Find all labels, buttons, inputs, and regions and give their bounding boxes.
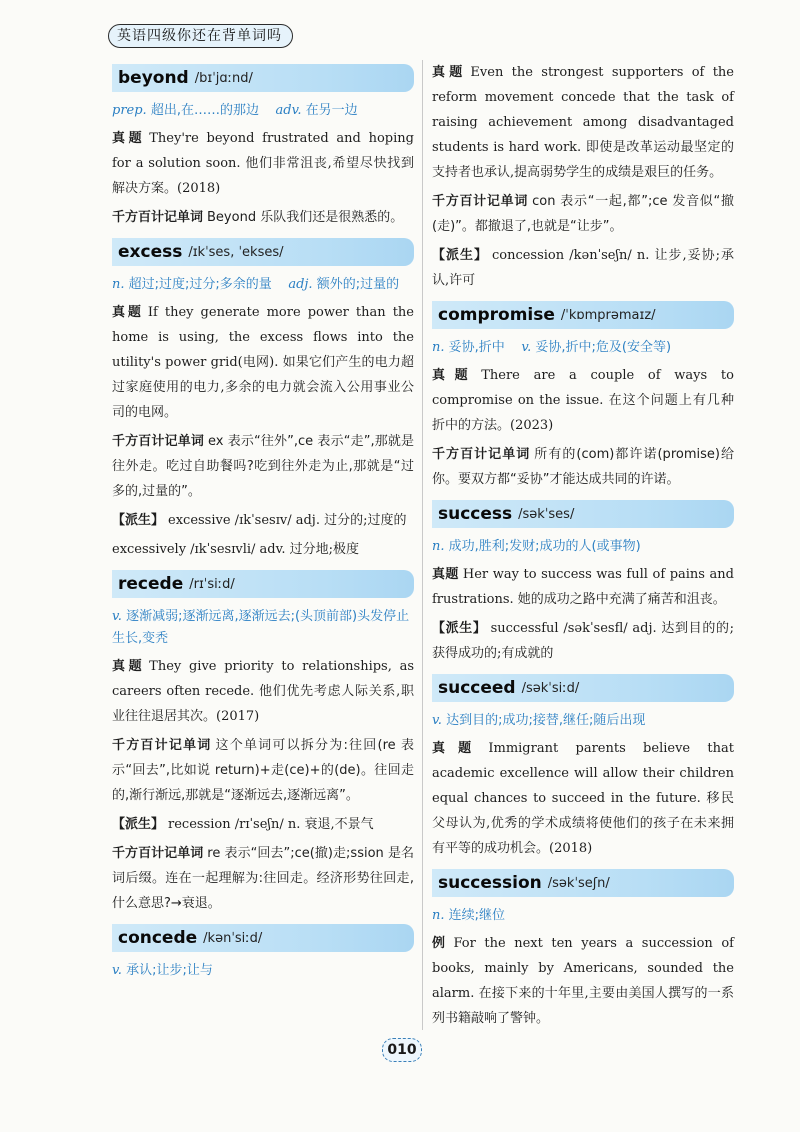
- entry-concede: [112, 924, 414, 982]
- book-title: 英语四级你还在背单词吗: [108, 24, 293, 48]
- phonetic: /bɪˈjɑːnd/: [194, 70, 253, 86]
- exam-sentence: [432, 363, 734, 438]
- exam-text: Her way to success was full of pains and frustrations. 她的成功之路中充满了痛苦和沮丧。: [432, 567, 734, 607]
- mnemonic: [432, 442, 734, 492]
- part-of-speech: v.: [432, 713, 442, 728]
- derived-label: 【派生】: [432, 621, 487, 636]
- headword: compromise: [438, 305, 555, 325]
- exam-label: 真题: [432, 65, 467, 80]
- headword: recede: [118, 574, 184, 594]
- definition: [432, 905, 734, 927]
- part-of-speech: prep.: [112, 103, 147, 118]
- entry-header: [432, 500, 734, 528]
- phonetic: /ˈkɒmprəmaɪz/: [560, 307, 656, 323]
- entry-recede: [112, 570, 414, 916]
- exam-label: 真题: [112, 305, 144, 320]
- entry-succeed: [432, 674, 734, 861]
- exam-text: Immigrant parents believe that academic excellence will allow their children equal chances to succeed in the future. 移民父母认为,优秀的学术成绩将使他们的孩子在未来拥有平等的成功机会。(2018): [432, 741, 734, 856]
- derived: [112, 812, 414, 837]
- phonetic: /səkˈses/: [518, 506, 575, 522]
- part-of-speech: n.: [432, 340, 445, 355]
- column-divider: [422, 60, 423, 1030]
- entry-header: [432, 674, 734, 702]
- mnemonic-text: 所有的(com)都许诺(promise)给你。要双方都“妥协”才能达成共同的许诺。: [432, 447, 734, 487]
- entry-compromise: [432, 301, 734, 492]
- example-sentence: [432, 931, 734, 1031]
- exam-sentence: [112, 126, 414, 201]
- mnemonic: [112, 429, 414, 504]
- mnemonic: [112, 733, 414, 808]
- mnemonic-text: re 表示“回去”;ce(撤)走;ssion 是名词后缀。连在一起理解为:往回走。经济形势往回走,什么意思?→衰退。: [112, 846, 414, 911]
- entry-header: [112, 64, 414, 92]
- exam-sentence: [432, 60, 734, 185]
- exam-sentence: [112, 300, 414, 425]
- definition: [112, 100, 414, 122]
- right-column: [432, 60, 734, 1039]
- entry-success: [432, 500, 734, 666]
- exam-text: There are a couple of ways to compromise on the issue. 在这个问题上有几种折中的方法。(2023): [432, 368, 734, 433]
- entry-excess: [112, 238, 414, 562]
- part-of-speech: v.: [112, 963, 122, 978]
- definition-text: 承认;让步;让与: [126, 963, 213, 978]
- mnemonic-label: 千方百计记单词: [432, 194, 529, 209]
- headword: success: [438, 504, 513, 524]
- exam-text: Even the strongest supporters of the reform movement concede that the task of raising achievement among disadvantaged students is hard work. 即使是改革运动最坚定的支持者也承认,提高弱势学生的成绩是艰巨的任务。: [432, 65, 734, 180]
- definition: [432, 337, 734, 359]
- part-of-speech: v.: [521, 340, 532, 355]
- mnemonic-text: ex 表示“往外”,ce 表示“走”,那就是往外走。吃过自助餐吗?吃到往外走为止,那就是“过多的,过量的”。: [112, 434, 414, 499]
- part-of-speech: v.: [112, 609, 122, 624]
- entry-header: [112, 924, 414, 952]
- mnemonic: [432, 189, 734, 239]
- headword: beyond: [118, 68, 189, 88]
- phonetic: /səkˈseʃn/: [547, 875, 610, 891]
- mnemonic-label: 千方百计记单词: [112, 434, 204, 449]
- derived: [432, 616, 734, 666]
- entry-succession: [432, 869, 734, 1031]
- derived-text: excessively /ɪkˈsesɪvli/ adv. 过分地;极度: [112, 542, 360, 557]
- part-of-speech: adv.: [275, 103, 302, 118]
- entry-header: [112, 238, 414, 266]
- definition-text: 在另一边: [305, 103, 358, 118]
- entry-concede-continued: [432, 60, 734, 293]
- definition-text: 妥协,折中;危及(安全等): [535, 340, 672, 355]
- entry-header: [112, 570, 414, 598]
- definition-text: 超出,在……的那边: [150, 103, 259, 118]
- exam-text: They're beyond frustrated and hoping for a solution soon. 他们非常沮丧,希望尽快找到解决方案。(2018): [112, 131, 414, 196]
- mnemonic: [112, 841, 414, 916]
- exam-text: If they generate more power than the home is using, the excess flows into the utility's power grid(电网). 如果它们产生的电力超过家庭使用的电力,多余的电力就会流入公用事业公司的电网。: [112, 305, 414, 420]
- left-column: [112, 60, 414, 990]
- entry-beyond: [112, 64, 414, 230]
- exam-sentence: [432, 562, 734, 612]
- exam-text: They give priority to relationships, as careers often recede. 他们优先考虑人际关系,职业往往退居其次。(2017): [112, 659, 414, 724]
- derived: [432, 243, 734, 293]
- headword: concede: [118, 928, 198, 948]
- mnemonic-label: 千方百计记单词: [432, 447, 531, 462]
- mnemonic-text: 这个单词可以拆分为:往回(re 表示“回去”,比如说 return)+走(ce)+的(de)。往回走的,渐行渐远,那就是“逐渐远去,逐渐远离”。: [112, 738, 414, 803]
- phonetic: /rɪˈsiːd/: [189, 576, 235, 592]
- exam-sentence: [432, 736, 734, 861]
- definition-text: 连续;继位: [448, 908, 506, 923]
- mnemonic-text: con 表示“一起,都”;ce 发音似“撤(走)”。都撤退了,也就是“让步”。: [432, 194, 734, 234]
- part-of-speech: n.: [432, 908, 445, 923]
- mnemonic-label: 千方百计记单词: [112, 846, 204, 861]
- mnemonic: [112, 205, 414, 230]
- phonetic: /səkˈsiːd/: [521, 680, 580, 696]
- example-label: 例: [432, 936, 450, 951]
- exam-label: 真题: [112, 659, 146, 674]
- entry-header: [432, 869, 734, 897]
- derived: [112, 537, 414, 562]
- entry-header: [432, 301, 734, 329]
- definition: [432, 536, 734, 558]
- exam-label: 真题: [432, 741, 485, 756]
- headword: succeed: [438, 678, 516, 698]
- definition: [112, 960, 414, 982]
- part-of-speech: n.: [432, 539, 445, 554]
- derived-text: recession /rɪˈseʃn/ n. 衰退,不景气: [168, 817, 374, 832]
- exam-label: 真题: [432, 567, 459, 582]
- example-text: For the next ten years a succession of books, mainly by Americans, sounded the alarm. 在接下来的十年里,主要由美国人撰写的一系列书籍敲响了警钟。: [432, 936, 734, 1026]
- definition-text: 成功,胜利;发财;成功的人(或事物): [448, 539, 641, 554]
- definition-text: 达到目的;成功;接替,继任;随后出现: [446, 713, 646, 728]
- part-of-speech: n.: [112, 277, 125, 292]
- page-number: 010: [382, 1038, 422, 1062]
- mnemonic-text: Beyond 乐队我们还是很熟悉的。: [207, 210, 404, 225]
- definition: [112, 274, 414, 296]
- headword: excess: [118, 242, 183, 262]
- derived-text: concession /kənˈseʃn/ n. 让步,妥协;承认,许可: [432, 248, 734, 288]
- definition-text: 逐渐减弱;逐渐远离,逐渐远去;(头顶前部)头发停止生长,变秃: [112, 609, 410, 646]
- definition-text: 超过;过度;过分;多余的量: [128, 277, 272, 292]
- definition: [112, 606, 414, 650]
- derived-label: 【派生】: [432, 248, 488, 263]
- derived-label: 【派生】: [112, 513, 165, 528]
- mnemonic-label: 千方百计记单词: [112, 210, 204, 225]
- exam-label: 真题: [112, 131, 146, 146]
- derived-text: excessive /ɪkˈsesɪv/ adj. 过分的;过度的: [168, 513, 407, 528]
- part-of-speech: adj.: [288, 277, 313, 292]
- phonetic: /kənˈsiːd/: [203, 930, 263, 946]
- derived: [112, 508, 414, 533]
- derived-label: 【派生】: [112, 817, 165, 832]
- mnemonic-label: 千方百计记单词: [112, 738, 212, 753]
- derived-text: successful /səkˈsesfl/ adj. 达到目的的;获得成功的;有成就的: [432, 621, 734, 661]
- definition-text: 妥协,折中: [448, 340, 505, 355]
- phonetic: /ɪkˈses, ˈekses/: [188, 244, 284, 260]
- exam-sentence: [112, 654, 414, 729]
- definition: [432, 710, 734, 732]
- definition-text: 额外的;过量的: [316, 277, 400, 292]
- exam-label: 真题: [432, 368, 478, 383]
- headword: succession: [438, 873, 542, 893]
